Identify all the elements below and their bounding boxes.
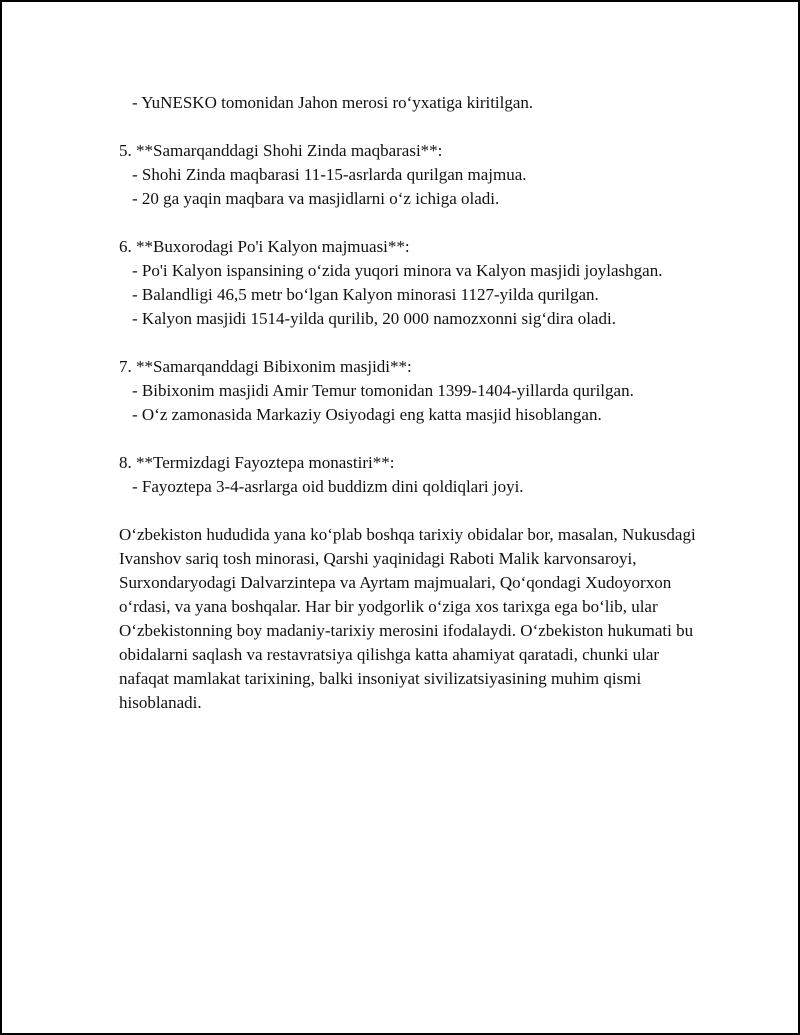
paragraph-gap (119, 499, 699, 523)
closing-paragraph: O‘zbekiston hududida yana ko‘plab boshqa tarixiy obidalar bor, masalan, Nukusdagi Ivanshov sariq tosh minorasi, Qarshi yaqinidagi Raboti Malik karvonsaroyi, Surxondaryodagi Dalvarzintepa va Ayrtam majmualari, Qo‘qondagi Xudoyorxon o‘rdasi, va yana boshqalar. Har bir yodgorlik o‘ziga xos tarixga ega bo‘lib, ular O‘zbekistonning boy madaniy-tarixiy merosini ifodalaydi. O‘zbekiston hukumati bu obidalarni saqlash va restavratsiya qilishga katta ahamiyat qaratadi, chunki ular nafaqat mamlakat tarixining, balki insoniyat sivilizatsiyasining muhim qismi hisoblanadi. (119, 525, 696, 712)
section-heading: 7. **Samarqanddagi Bibixonim masjidi**: (119, 357, 412, 376)
section-heading: 8. **Termizdagi Fayoztepa monastiri**: (119, 453, 395, 472)
list-item: - 20 ga yaqin maqbara va masjidlarni o‘z ichiga oladi. (132, 189, 500, 208)
paragraph-gap (119, 115, 699, 139)
list-item: - Bibixonim masjidi Amir Temur tomonidan 1399-1404-yillarda qurilgan. (132, 381, 634, 400)
list-item: - Balandligi 46,5 metr bo‘lgan Kalyon minorasi 1127-yilda qurilgan. (132, 285, 599, 304)
section-heading: 6. **Buxorodagi Po'i Kalyon majmuasi**: (119, 237, 410, 256)
list-item: - Kalyon masjidi 1514-yilda qurilib, 20 000 namozxonni sig‘dira oladi. (132, 309, 616, 328)
paragraph-gap (119, 427, 699, 451)
list-item: - Po'i Kalyon ispansining o‘zida yuqori minora va Kalyon masjidi joylashgan. (132, 261, 663, 280)
list-item: - YuNESKO tomonidan Jahon merosi ro‘yxatiga kiritilgan. (132, 93, 534, 112)
list-item: - Fayoztepa 3-4-asrlarga oid buddizm dini qoldiqlari joyi. (132, 477, 524, 496)
section-heading: 5. **Samarqanddagi Shohi Zinda maqbarasi**: (119, 141, 443, 160)
paragraph-gap (119, 211, 699, 235)
list-item: - Shohi Zinda maqbarasi 11-15-asrlarda qurilgan majmua. (132, 165, 527, 184)
document-body (119, 91, 699, 715)
list-item: - O‘z zamonasida Markaziy Osiyodagi eng katta masjid hisoblangan. (132, 405, 602, 424)
paragraph-gap (119, 331, 699, 355)
